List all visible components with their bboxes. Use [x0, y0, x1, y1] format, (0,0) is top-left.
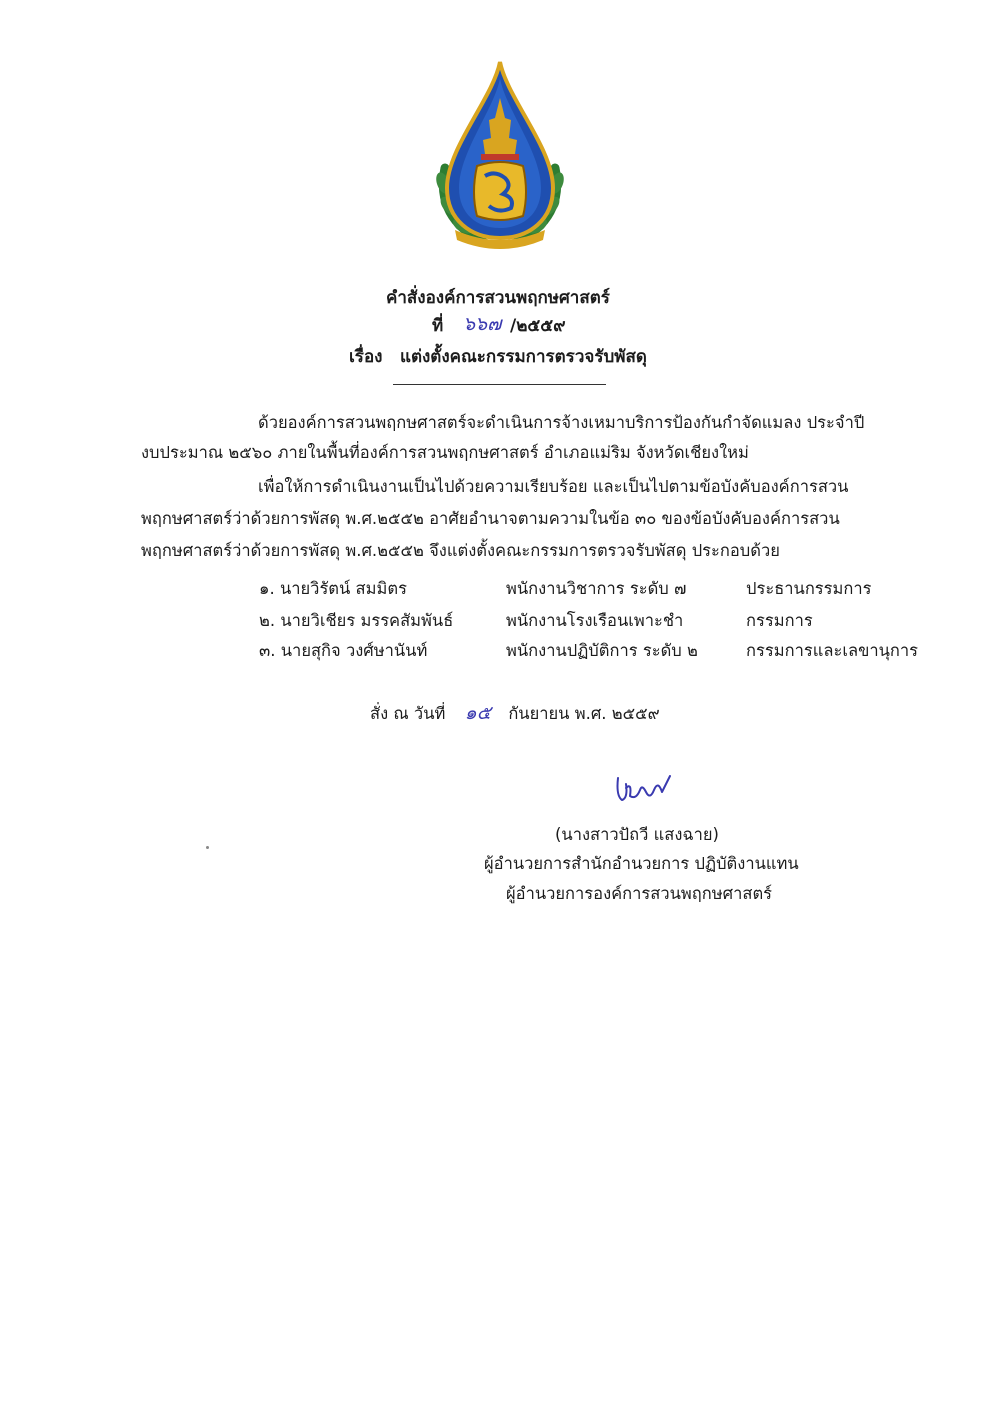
member-role: กรรมการ — [746, 611, 813, 630]
organization-logo — [425, 58, 575, 258]
title-divider — [393, 384, 606, 385]
member-position: พนักงานโรงเรือนเพาะชำ — [506, 611, 684, 630]
date-day-handwritten: ๑๕ — [464, 702, 492, 724]
subject-label: เรื่อง — [349, 347, 383, 367]
scan-speck — [206, 846, 209, 849]
signer-title-line-1: ผู้อำนวยการสำนักอำนวยการ ปฏิบัติงานแทน — [484, 854, 799, 873]
order-number-handwritten: ๖๖๗ — [463, 313, 502, 335]
order-number-suffix: /๒๕๕๙ — [510, 316, 566, 336]
signer-title-line-2: ผู้อำนวยการองค์การสวนพฤกษศาสตร์ — [506, 884, 773, 903]
paragraph-1-line-2: งบประมาณ ๒๕๖๐ ภายในพื้นที่องค์การสวนพฤกษศาสตร์ อำเภอแม่ริม จังหวัดเชียงใหม่ — [141, 443, 749, 462]
handwritten-signature — [612, 770, 672, 810]
committee-member — [0, 576, 1000, 604]
paragraph-2-line-2: พฤกษศาสตร์ว่าด้วยการพัสดุ พ.ศ.๒๕๕๒ อาศัยอำนาจตามความในข้อ ๓๐ ของข้อบังคับองค์การสวน — [141, 509, 840, 528]
member-name: ๓. นายสุกิจ วงศ์ษานันท์ — [259, 641, 428, 660]
member-position: พนักงานปฏิบัติการ ระดับ ๒ — [506, 641, 698, 660]
member-name: ๒. นายวิเชียร มรรคสัมพันธ์ — [259, 611, 454, 630]
paragraph-1-line-1: ด้วยองค์การสวนพฤกษศาสตร์จะดำเนินการจ้างเหมาบริการป้องกันกำจัดแมลง ประจำปี — [258, 413, 865, 432]
signer-name: (นางสาวปัถวี แสงฉาย) — [555, 825, 719, 844]
committee-member — [0, 638, 1000, 666]
date-prefix: สั่ง ณ วันที่ — [370, 704, 446, 723]
member-role: ประธานกรรมการ — [746, 579, 872, 598]
member-position: พนักงานวิชาการ ระดับ ๗ — [506, 579, 687, 598]
paragraph-2-line-3: พฤกษศาสตร์ว่าด้วยการพัสดุ พ.ศ.๒๕๕๒ จึงแต่งตั้งคณะกรรมการตรวจรับพัสดุ ประกอบด้วย — [141, 541, 780, 560]
paragraph-2-line-1: เพื่อให้การดำเนินงานเป็นไปด้วยความเรียบร้อย และเป็นไปตามข้อบังคับองค์การสวน — [258, 477, 849, 496]
committee-member — [0, 608, 1000, 636]
date-month-year: กันยายน พ.ศ. ๒๕๕๙ — [508, 704, 660, 723]
member-name: ๑. นายวิรัตน์ สมมิตร — [259, 579, 407, 598]
order-date — [370, 698, 660, 728]
order-title: คำสั่งองค์การสวนพฤกษศาสตร์ — [386, 288, 610, 308]
member-role: กรรมการและเลขานุการ — [746, 641, 919, 660]
order-number-label: ที่ — [432, 316, 444, 336]
subject-text: แต่งตั้งคณะกรรมการตรวจรับพัสดุ — [400, 347, 647, 367]
